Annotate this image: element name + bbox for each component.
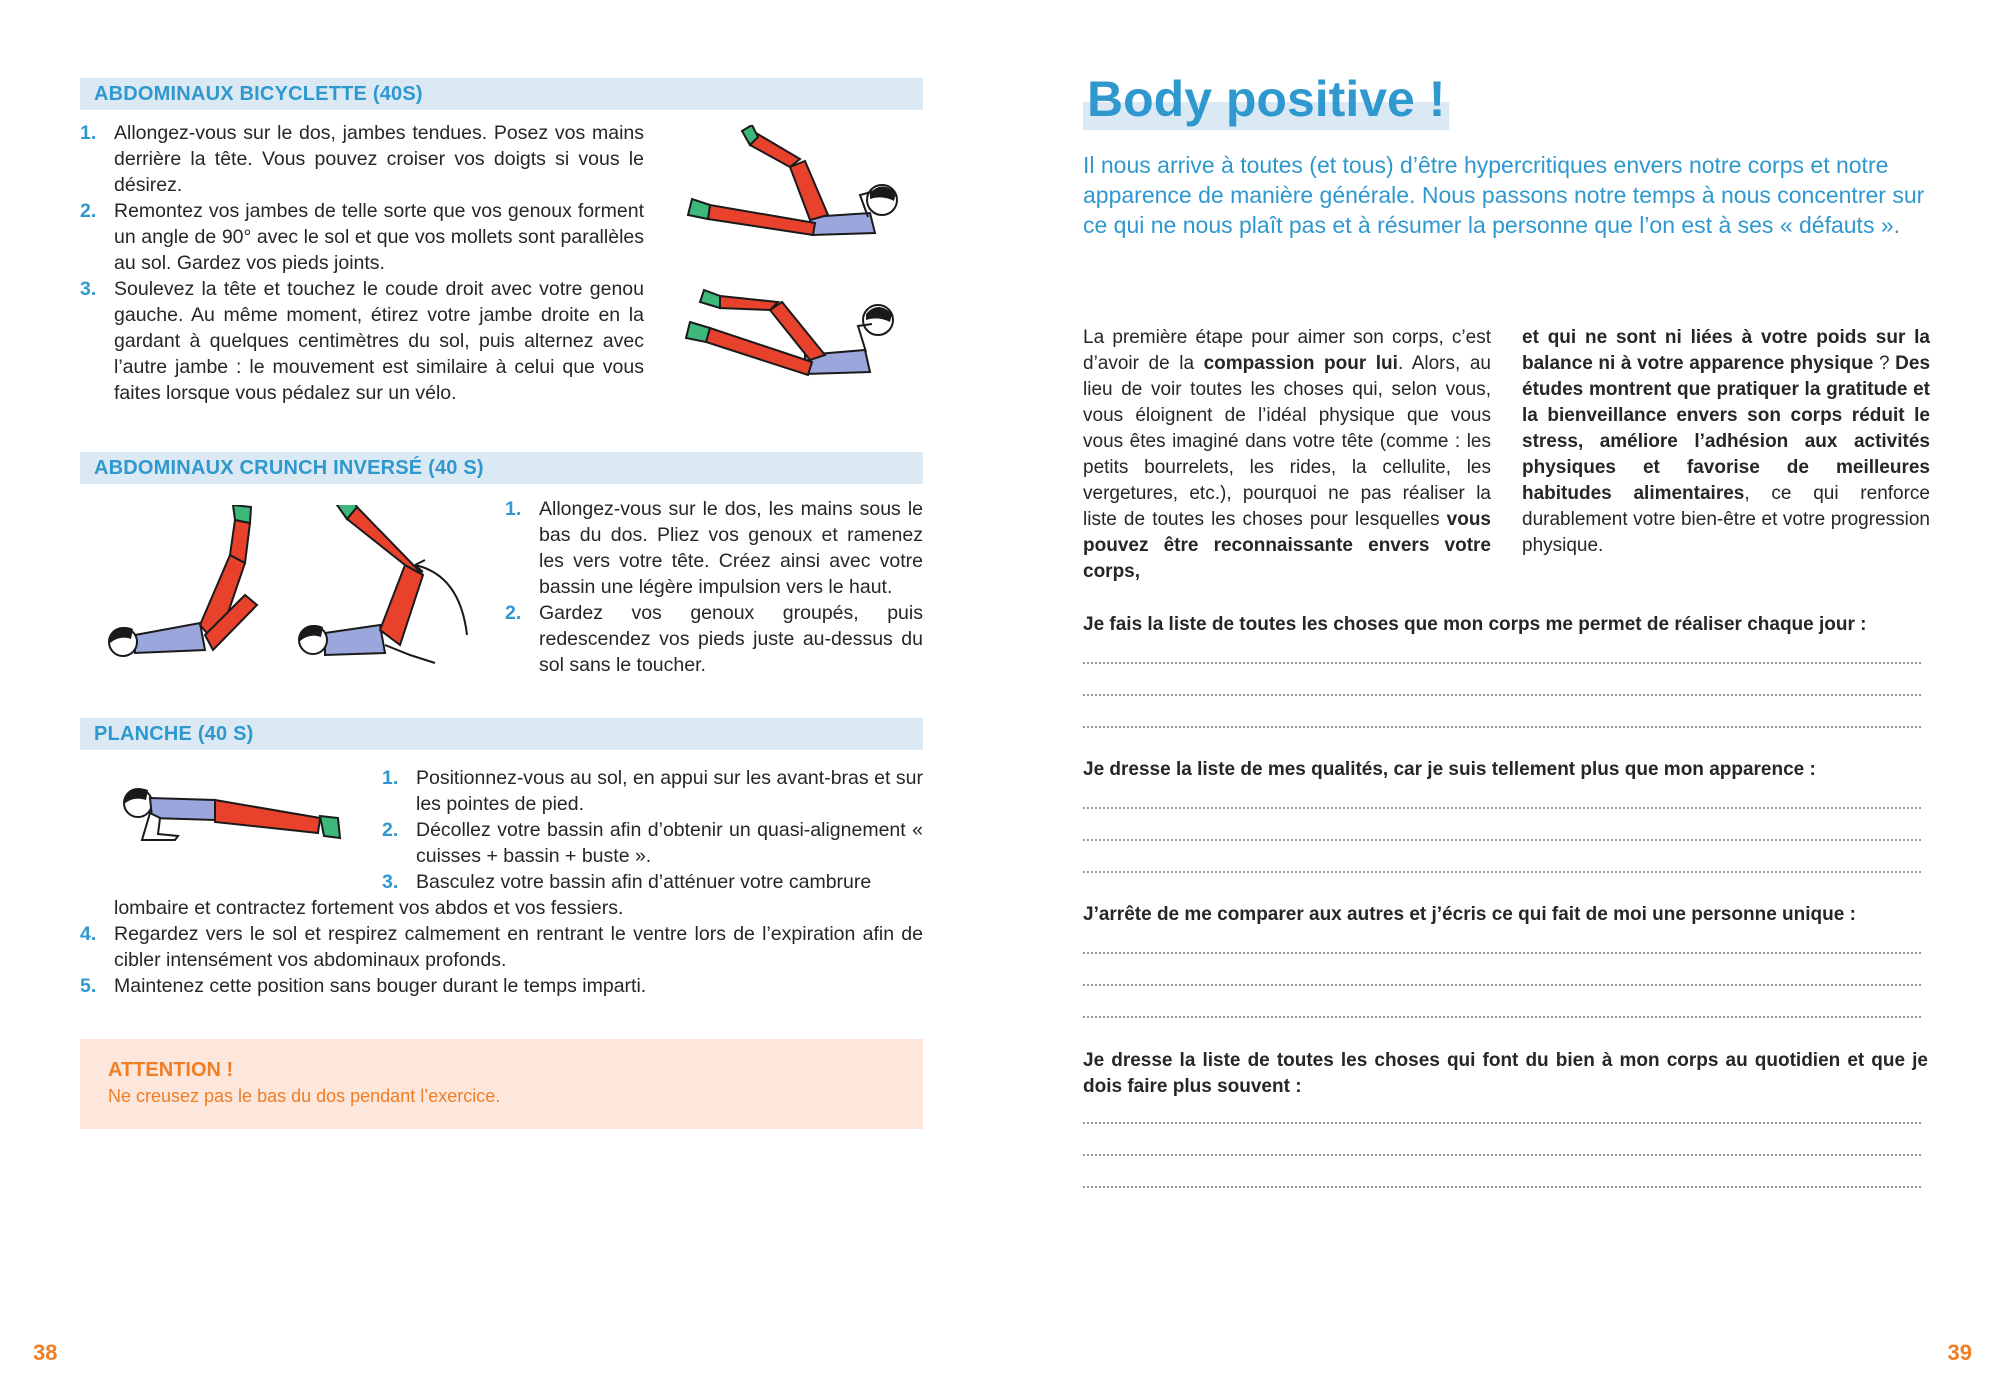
list-item: 2. Décollez votre bassin afin d’obtenir un quasi-alignement « cuisses + bassin + buste ».: [382, 819, 923, 867]
writing-line[interactable]: [1083, 807, 1921, 809]
list-item: 3. Basculez votre bassin afin d’atténuer votre cambrure: [382, 871, 872, 893]
page-number-right: 39: [1947, 1340, 1972, 1365]
list-item: 1. Positionnez-vous au sol, en appui sur les avant-bras et sur les pointes de pied.: [382, 767, 923, 815]
prompt-unique: J’arrête de me comparer aux autres et j’écris ce qui fait de moi une personne unique :: [1083, 904, 1856, 925]
writing-line[interactable]: [1083, 694, 1921, 696]
prompt-qualities: Je dresse la liste de mes qualités, car je suis tellement plus que mon apparence :: [1083, 759, 1816, 780]
writing-line[interactable]: [1083, 662, 1921, 664]
plank-steps: [382, 765, 923, 895]
list-item: 1. Allongez-vous sur le dos, jambes tendues. Posez vos mains derrière la tête. Vous pouvez croiser vos doigts si vous le désirez.: [80, 122, 644, 196]
section-title-crunch: ABDOMINAUX CRUNCH INVERSÉ (40 S): [80, 452, 923, 484]
plank-illustration: [120, 778, 350, 858]
plank-step3-continuation: lombaire et contractez fortement vos abdos et vos fessiers.: [114, 897, 624, 919]
writing-line[interactable]: [1083, 1122, 1921, 1124]
bicycle-illustration-2: [670, 280, 910, 390]
body-column-1: La première étape pour aimer son corps, c’est d’avoir de la compassion pour lui. Alors, au lieu de voir toutes les choses qui, selon vous, vous éloignent de l’idéal physique que vous vous êtes imaginé dans votre tête (comme : les petits bourrelets, les rides, la cellulite, les vergetures, etc.), pourquoi ne pas réaliser la liste de toutes les choses pour lesquelles vous pouvez être reconnaissante envers votre corps,: [1083, 327, 1491, 582]
crunch-steps: [505, 496, 923, 678]
list-item: 2. Remontez vos jambes de telle sorte que vos genoux forment un angle de 90° avec le sol et que vos mollets sont parallèles au sol. Gardez vos pieds joints.: [80, 200, 644, 274]
crunch-illustration: [105, 505, 485, 675]
bicycle-steps: [80, 120, 644, 406]
attention-box: [80, 1039, 923, 1129]
section-title-plank: PLANCHE (40 S): [80, 718, 923, 750]
intro-paragraph: Il nous arrive à toutes (et tous) d’être hypercritiques envers notre corps et notre apparence de manière générale. Nous passons notre temps à nous concentrer sur ce qui ne nous plaît pas et à résumer la personne que l’on est à ses « défauts ».: [1083, 152, 1925, 238]
list-item: 4. Regardez vers le sol et respirez calmement en rentrant le ventre lors de l’expiration afin de cibler intensément vos abdominaux profonds.: [80, 923, 923, 971]
attention-text: Ne creusez pas le bas du dos pendant l’exercice.: [108, 1086, 501, 1106]
writing-line[interactable]: [1083, 1016, 1921, 1018]
right-page: [1000, 0, 2000, 1400]
list-item: 5. Maintenez cette position sans bouger durant le temps imparti.: [80, 975, 647, 997]
page-title: Body positive !: [1083, 68, 1449, 130]
writing-line[interactable]: [1083, 984, 1921, 986]
section-title-bicycle: ABDOMINAUX BICYCLETTE (40S): [80, 78, 923, 110]
list-item: 2. Gardez vos genoux groupés, puis redescendez vos pieds juste au-dessus du sol sans le toucher.: [505, 602, 923, 676]
prompt-body-abilities: Je fais la liste de toutes les choses que mon corps me permet de réaliser chaque jour :: [1083, 614, 1867, 635]
writing-line[interactable]: [1083, 1186, 1921, 1188]
list-item: 1. Allongez-vous sur le dos, les mains sous le bas du dos. Pliez vos genoux et ramenez les vers votre tête. Créez ainsi avec votre bassin une légère impulsion vers le haut.: [505, 498, 923, 598]
prompt-wellbeing: Je dresse la liste de toutes les choses qui font du bien à mon corps au quotidien et que je dois faire plus souvent :: [1083, 1050, 1928, 1097]
attention-title: ATTENTION !: [108, 1059, 234, 1081]
writing-line[interactable]: [1083, 839, 1921, 841]
writing-line[interactable]: [1083, 726, 1921, 728]
body-column-2: et qui ne sont ni liées à votre poids sur la balance ni à votre apparence physique ? Des études montrent que pratiquer la gratitude et la bienveillance envers son corps réduit le stress, améliore l’adhésion aux activités physiques et favorise de meilleures habitudes alimentaires, ce qui renforce durablement votre bien-être et votre progression physique.: [1522, 327, 1931, 556]
list-item: 3. Soulevez la tête et touchez le coude droit avec votre genou gauche. Au même moment, étirez votre jambe droite en la gardant à quelques centimètres du sol, puis alternez avec l’autre jambe : le mouvement est similaire à celui que vous faites lorsque vous pédalez sur un vélo.: [80, 278, 644, 404]
writing-line[interactable]: [1083, 871, 1921, 873]
writing-line[interactable]: [1083, 952, 1921, 954]
page-number-left: 38: [33, 1340, 58, 1365]
bicycle-illustration-1: [670, 125, 910, 245]
writing-line[interactable]: [1083, 1154, 1921, 1156]
plank-steps-continued: [80, 921, 923, 999]
